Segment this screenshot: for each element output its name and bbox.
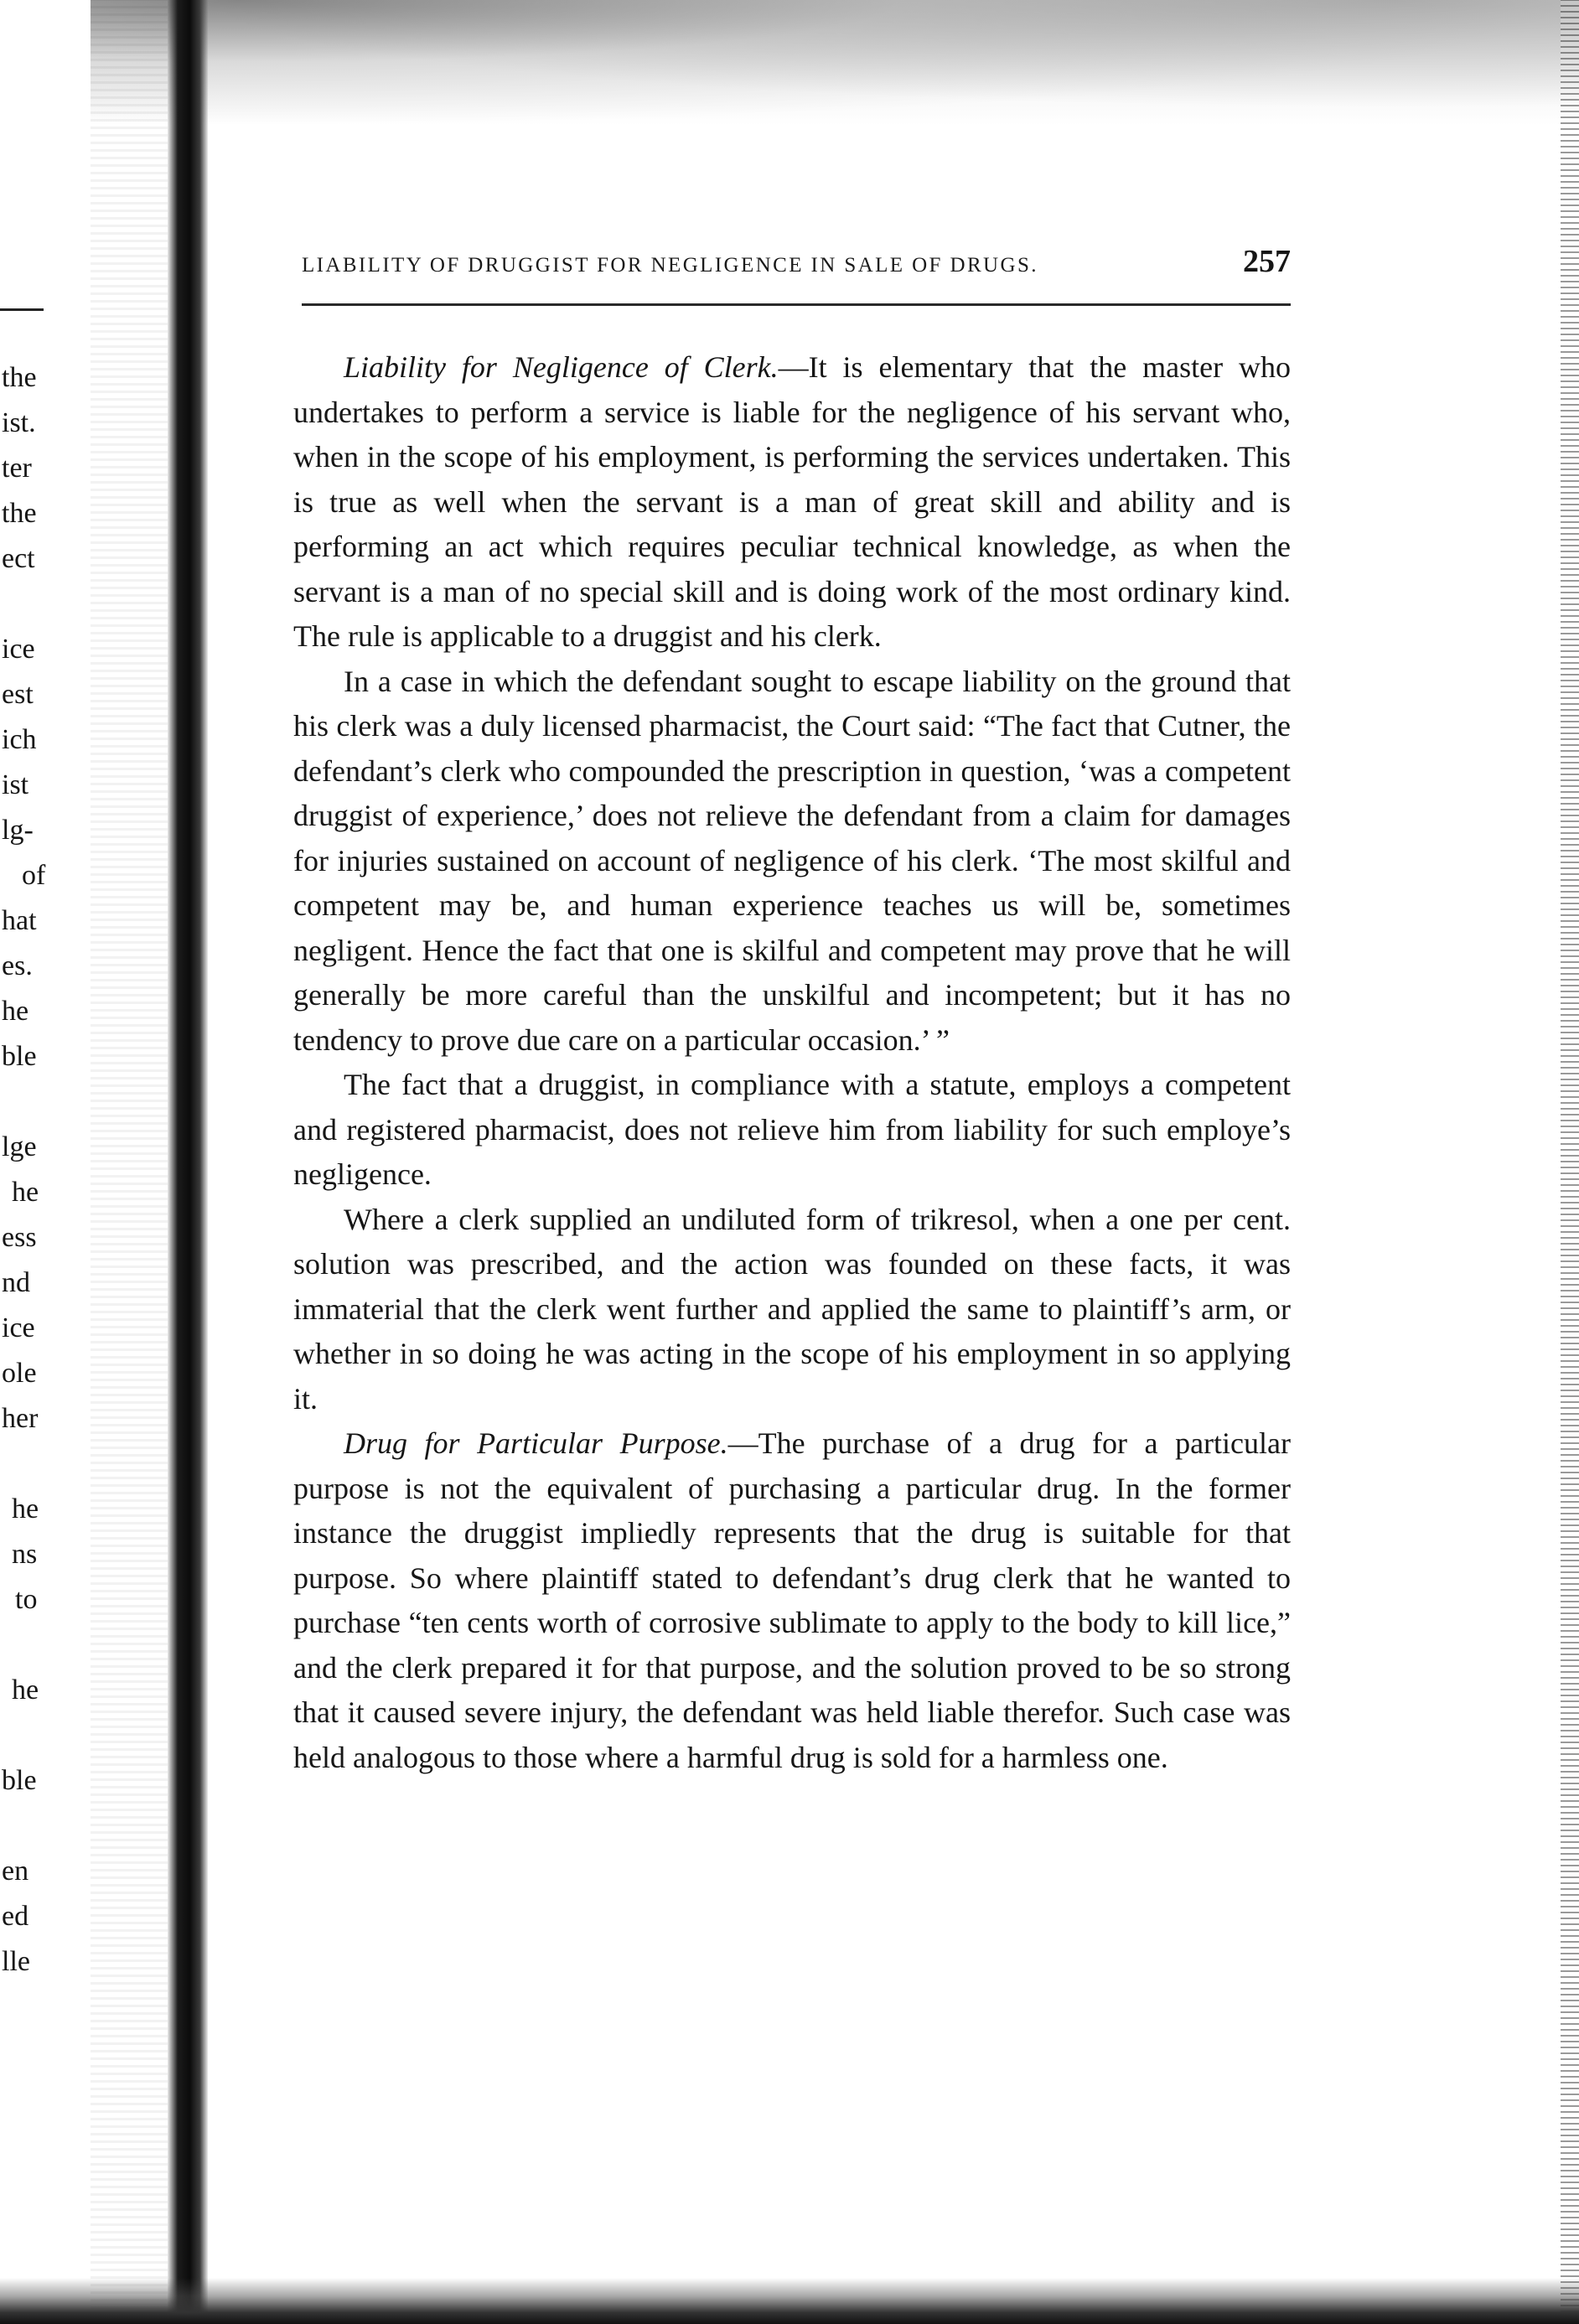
- paragraph: [293, 345, 1291, 660]
- fragment: ist: [2, 769, 29, 800]
- fragment: he: [12, 1493, 39, 1524]
- facing-page-text-fragments: [2, 0, 89, 2324]
- fragment: ter: [2, 453, 32, 484]
- fragment: hat: [2, 905, 37, 936]
- fragment: es.: [2, 950, 33, 981]
- running-title: LIABILITY OF DRUGGIST FOR NEGLIGENCE IN SALE OF DRUGS.: [302, 254, 1038, 277]
- fragment: en: [2, 1856, 29, 1887]
- fragment: ect: [2, 543, 35, 574]
- fragment: ole: [2, 1358, 37, 1389]
- fragment: her: [2, 1403, 39, 1434]
- paragraph-text: —The purchase of a drug for a particular purpose is not the equivalent of purchasing a particular drug. In the former instance the druggist impliedly represents that the drug is suitable for that purpose. So where plaintiff stated to defendant’s drug clerk that he wanted to purchase “ten cents worth of corrosive sublimate to apply to the body to kill lice,” and the clerk prepared it for that purpose, and the solution proved to be so strong that it caused severe injury, the defendant was held liable therefor. Such case was held analogous to those where a harmful drug is sold for a harmless one.: [293, 1426, 1291, 1774]
- fragment: to: [15, 1584, 38, 1615]
- paragraph: The fact that a druggist, in compliance with a statute, employs a competent and registered pharmacist, does not relieve him from liability for such employe’s negligence.: [293, 1068, 1291, 1191]
- binding-gutter-shadow: [168, 0, 208, 2324]
- body-text: [293, 345, 1291, 1780]
- fragment: he: [12, 1177, 39, 1208]
- fragment: he: [2, 996, 29, 1027]
- fragment: of: [22, 860, 46, 891]
- fragment: he: [12, 1674, 39, 1705]
- book-page: [293, 0, 1291, 2324]
- page-right-edge: [1561, 0, 1579, 2324]
- section-heading: Drug for Particular Purpose.: [344, 1426, 728, 1460]
- paragraph: Where a clerk supplied an undiluted form of trikresol, when a one per cent. solution was prescribed, and the action was founded on these facts, it was immaterial that the clerk went further and applied the same to plaintiff’s arm, or whether in so doing he was acting in the scope of his employment in so applying it.: [293, 1202, 1291, 1416]
- fragment: lle: [2, 1946, 30, 1977]
- fragment: lge: [2, 1131, 37, 1162]
- fragment: ed: [2, 1901, 29, 1932]
- fragment: lg-: [2, 815, 34, 846]
- fragment: the: [2, 498, 37, 529]
- fragment: ble: [2, 1765, 37, 1796]
- fragment: ich: [2, 724, 37, 755]
- fragment: est: [2, 679, 34, 710]
- paragraph: In a case in which the defendant sought to escape liability on the ground that his clerk was a duly licensed pharmacist, the Court said: “The fact that Cutner, the defendant’s clerk who compounded the prescription in question, ‘was a competent druggist of experience,’ does not relieve the defendant from a claim for damages for injuries sustained on account of negligence of his clerk. ‘The most skilful and competent may be, and human experience teaches us will be, sometimes negligent. Hence the fact that one is skilful and competent may prove that he will generally be more careful than the unskilful and incompetent; but it has no tendency to prove due care on a particular occasion.’ ”: [293, 664, 1291, 1057]
- fragment: ist.: [2, 407, 36, 438]
- paragraph: [293, 1421, 1291, 1780]
- fragment: nd: [2, 1267, 30, 1298]
- page-number: 257: [1243, 244, 1291, 279]
- binding-speckle: [91, 0, 168, 2324]
- fragment: ice: [2, 1312, 35, 1343]
- header-rule: [302, 303, 1291, 306]
- section-heading: Liability for Negligence of Clerk.: [344, 350, 779, 384]
- fragment: ice: [2, 634, 35, 665]
- running-head: [302, 243, 1291, 293]
- fragment: ble: [2, 1041, 37, 1072]
- paragraph-text: —It is elementary that the master who undertakes to perform a service is liable for the negligence of his servant who, when in the scope of his employment, is performing the services undertaken. This is true as well when the servant is a man of great skill and ability and is performing an act which requires peculiar technical knowledge, as when the servant is a man of no special skill and is doing work of the most ordinary kind. The rule is applicable to a druggist and his clerk.: [293, 350, 1291, 653]
- fragment: the: [2, 362, 37, 393]
- fragment: ess: [2, 1222, 37, 1253]
- fragment: ns: [12, 1539, 38, 1570]
